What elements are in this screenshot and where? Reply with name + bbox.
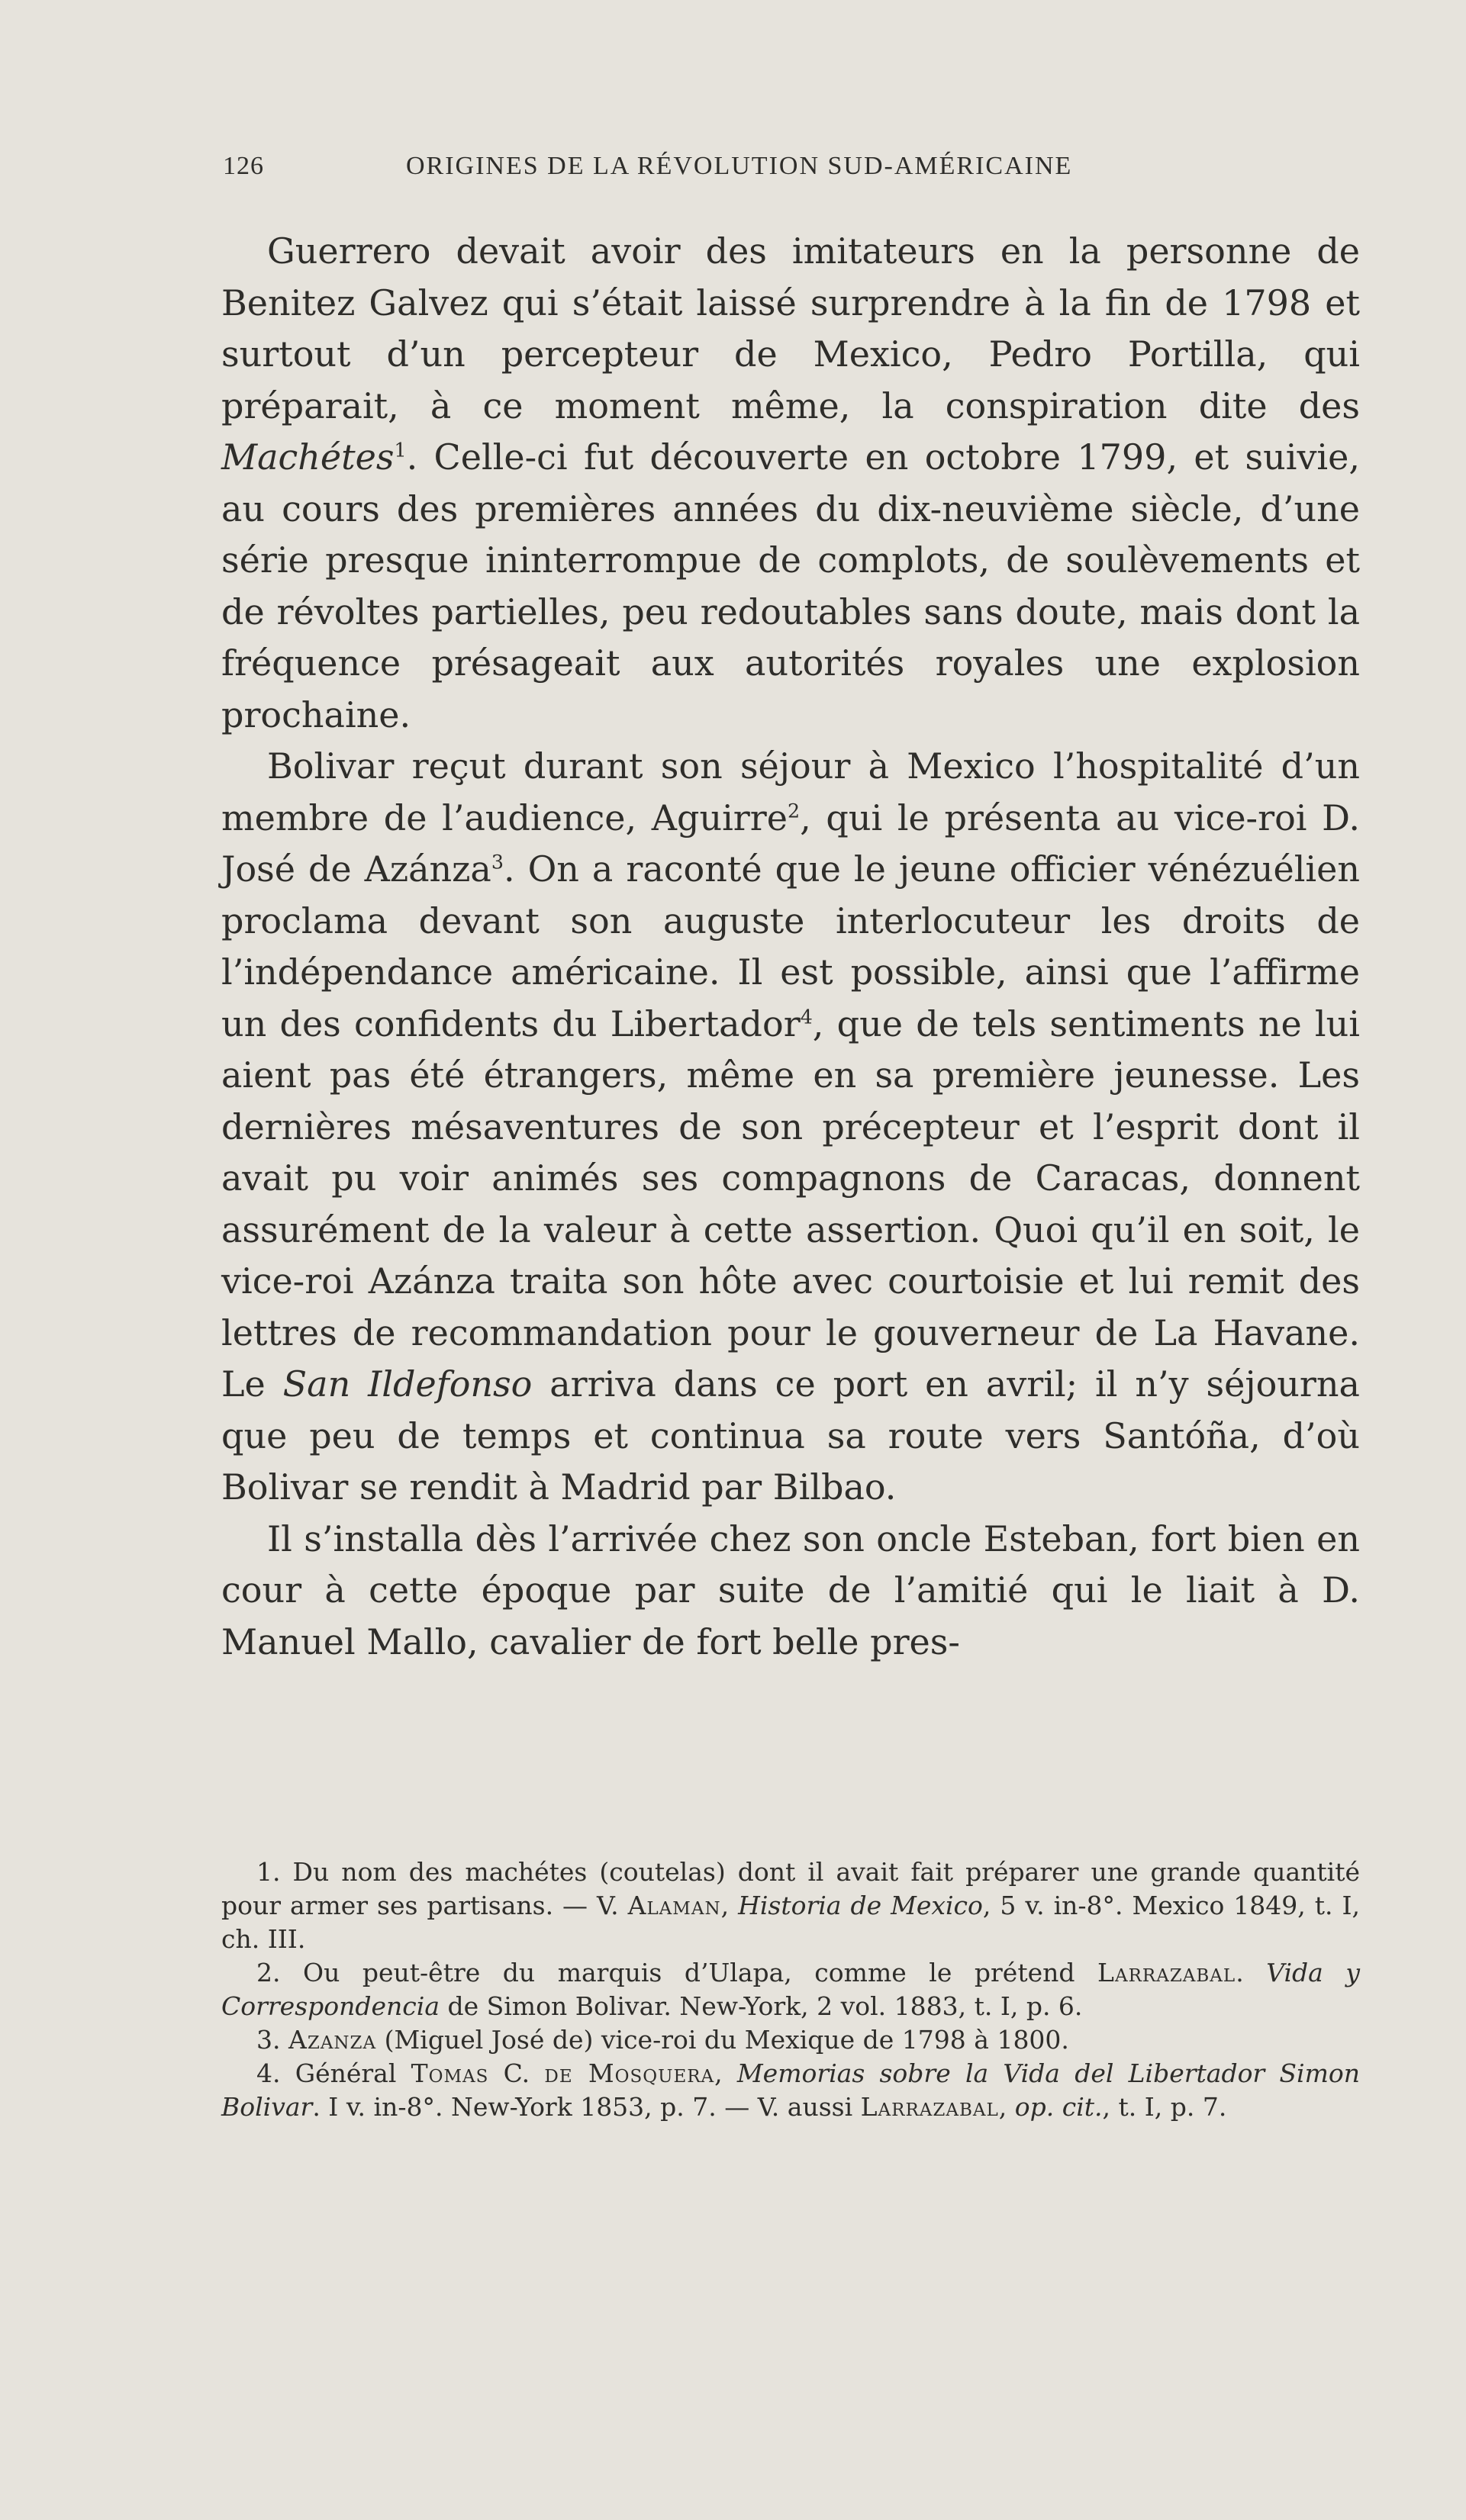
paragraph-text: Il s’installa dès l’arrivée chez son oncle Esteban, fort bien en cour à cette époque par suite de l’amitié qui le liait à D. Manuel Mallo, cavalier de fort belle pres- (221, 1517, 1360, 1662)
footnote-text: (Miguel José de) vice-roi du Mexique de 1798 à 1800. (376, 2025, 1069, 2055)
paragraph-text: . Celle-ci fut découverte en octobre 1799, et suivie, au cours des premières années du dix-neuvième siècle, d’une série presque ininterrompue de complots, de soulèvements et de révoltes partielles, peu redoutables sans doute, mais dont la fréquence présageait aux autorités royales une explosion prochaine. (221, 436, 1360, 735)
footnote-number: 4. (256, 2058, 281, 2088)
footnote-number: 3. (256, 2025, 281, 2055)
paragraph-1 (221, 226, 1360, 741)
book-title: Vida y Correspondencia (221, 1958, 1361, 2021)
footnote-2 (221, 1956, 1360, 2023)
page-number: 126 (223, 152, 264, 180)
book-title: Memorias sobre la Vida del Libertador Simon Bolivar (221, 2058, 1360, 2122)
author-name: Tomas (411, 2058, 489, 2088)
citation-abbrev: op. cit. (1014, 2092, 1103, 2122)
author-name: de Mosquera (544, 2058, 715, 2088)
author-name: Larrazabal (1097, 1958, 1236, 1987)
footnote-3 (221, 2023, 1360, 2057)
footnote-text: C. (488, 2058, 545, 2088)
body-text (221, 226, 1360, 1668)
footnote-number: 2. (256, 1958, 281, 1987)
running-header (223, 150, 1215, 183)
footnote-text: , 5 v. in-8°. Mexico 1849, t. I, ch. III. (221, 1891, 1361, 1954)
footnote-text: Du nom des machétes (coutelas) dont il avait fait préparer une grande quantité pour armer ses partisans. — V. (221, 1857, 1360, 1920)
footnote-text: , (720, 1891, 739, 1920)
paragraph-2 (221, 741, 1360, 1514)
footnote-ref: 2 (788, 800, 801, 822)
italic-term: Machétes (221, 436, 395, 478)
book-title: Historia de Mexico (738, 1891, 983, 1920)
footnote-text: . I v. in-8°. New-York 1853, p. 7. — V. aussi (312, 2092, 861, 2122)
footnote-text: , t. I, p. 7. (1102, 2092, 1227, 2122)
footnote-ref: 4 (800, 1006, 813, 1028)
paragraph-text: , que de tels sentiments ne lui aient pas été étrangers, même en sa première jeunesse. Les dernières mésaventures de son précepteur et l’esprit dont il avait pu voir animés ses compagnons de Caracas, donnent assurément de la valeur à cette assertion. Quoi qu’il en soit, le vice-roi Azánza traita son hôte avec courtoisie et lui remit des lettres de recommandation pour le gouverneur de La Havane. Le (221, 1003, 1360, 1405)
paragraph-text: arriva dans ce port en avril; il n’y séjourna que peu de temps et continua sa route vers Santóña, d’où Bolivar se rendit à Madrid par Bilbao. (221, 1363, 1360, 1508)
paragraph-text: Bolivar reçut durant son séjour à Mexico l’hospitalité d’un membre de l’audience, Aguirre (221, 745, 1360, 838)
footnote-text: Ou peut-être du marquis d’Ulapa, comme le prétend (280, 1958, 1098, 1987)
footnote-ref: 3 (491, 851, 504, 874)
footnote-text: de Simon Bolivar. New-York, 2 vol. 1883, t. I, p. 6. (440, 1991, 1083, 2021)
paragraph-text: Guerrero devait avoir des imitateurs en la personne de Benitez Galvez qui s’était laissé surprendre à la fin de 1798 et surtout d’un percepteur de Mexico, Pedro Portilla, qui préparait, à ce moment même, la conspiration dite des (221, 230, 1360, 426)
footnote-text: . (1236, 1958, 1267, 1987)
footnote-1 (221, 1855, 1360, 1956)
italic-term: San Ildefonso (282, 1363, 533, 1405)
running-title: ORIGINES DE LA RÉVOLUTION SUD-AMÉRICAINE (406, 152, 1073, 180)
footnotes (221, 1855, 1360, 2124)
author-name: Larrazabal (860, 2092, 999, 2122)
footnote-4 (221, 2057, 1360, 2124)
paragraph-3 (221, 1514, 1360, 1669)
paragraph-text: , qui le présenta au vice-roi D. José de Azánza (221, 797, 1361, 890)
footnote-text: Général (280, 2058, 411, 2088)
author-name: Azanza (288, 2025, 377, 2055)
paragraph-text: . On a raconté que le jeune officier vénézuélien proclama devant son auguste interlocuteur les droits de l’indépendance américaine. Il est possible, ainsi que l’affirme un des confidents du Libertador (221, 848, 1360, 1044)
footnote-number: 1. (256, 1857, 281, 1887)
author-name: Alaman (627, 1891, 721, 1920)
footnote-ref: 1 (394, 439, 407, 462)
footnote-text: , (714, 2058, 737, 2088)
footnote-text: , (998, 2092, 1015, 2122)
